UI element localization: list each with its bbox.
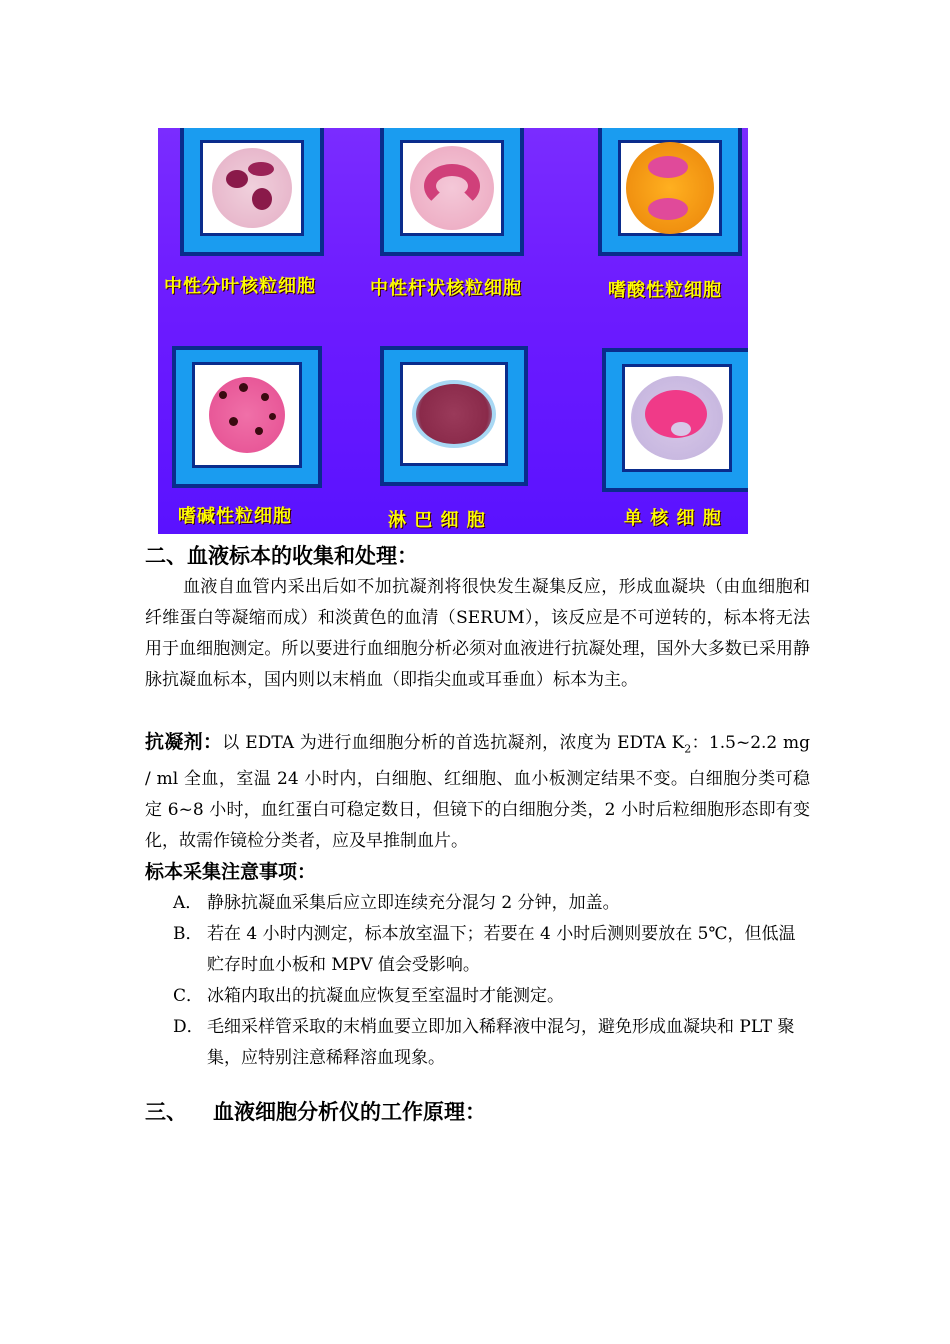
note-text: 静脉抗凝血采集后应立即连续充分混匀 2 分钟，加盖。 bbox=[207, 893, 620, 914]
anticoagulant-text-2: ：1.5~2.2 mg / ml 全血，室温 24 小时内，白细胞、红细胞、血小板测定结果不变。白细胞分类可稳定 6~8 小时，血红蛋白可稳定数日，但镜下的白细胞分类，2 小时后粒细胞形态即有变化，故需作镜检分类者，应及早推制血片。 bbox=[145, 733, 810, 852]
cell-image-neutrophil-segmented bbox=[212, 148, 292, 228]
section-3-heading bbox=[145, 1096, 810, 1128]
section-3-title: 血液细胞分析仪的工作原理： bbox=[213, 1100, 486, 1125]
note-item bbox=[173, 919, 810, 981]
caption-basophil: 嗜碱性粒细胞 bbox=[178, 506, 292, 527]
document-body bbox=[145, 540, 810, 1128]
tile-neutrophil-segmented bbox=[180, 128, 324, 256]
anticoagulant-text-1: 以 EDTA 为进行血细胞分析的首选抗凝剂，浓度为 EDTA K bbox=[222, 733, 685, 753]
caption-neutrophil-segmented: 中性分叶核粒细胞 bbox=[164, 276, 316, 297]
caption-lymphocyte: 淋 巴 细 胞 bbox=[388, 510, 486, 531]
cell-image-eosinophil bbox=[626, 142, 714, 234]
cell-image-neutrophil-band bbox=[410, 146, 494, 230]
caption-eosinophil: 嗜酸性粒细胞 bbox=[608, 280, 722, 301]
section-2-heading: 二、血液标本的收集和处理： bbox=[145, 544, 418, 568]
tile-lymphocyte bbox=[380, 346, 528, 486]
note-text: 若在 4 小时内测定，标本放室温下；若要在 4 小时后测则要放在 5℃，但低温贮存时血小板和 MPV 值会受影响。 bbox=[207, 924, 796, 976]
notes-heading: 标本采集注意事项： bbox=[145, 861, 317, 884]
note-item bbox=[173, 888, 810, 919]
tile-neutrophil-band bbox=[380, 128, 524, 256]
note-item bbox=[173, 1012, 810, 1074]
tile-basophil bbox=[172, 346, 322, 488]
blood-cell-figure bbox=[158, 128, 748, 534]
section-3-number: 三、 bbox=[145, 1100, 187, 1125]
cell-image-lymphocyte bbox=[412, 380, 496, 448]
note-marker: A． bbox=[173, 893, 203, 914]
cell-image-basophil bbox=[209, 377, 285, 453]
note-item bbox=[173, 981, 810, 1012]
anticoagulant-subscript: 2 bbox=[684, 742, 692, 756]
caption-monocyte: 单 核 细 胞 bbox=[624, 508, 722, 529]
note-text: 毛细采样管采取的末梢血要立即加入稀释液中混匀，避免形成血凝块和 PLT 聚集，应特别注意稀释溶血现象。 bbox=[207, 1017, 795, 1069]
notes-list bbox=[145, 888, 810, 1074]
note-marker: B． bbox=[173, 924, 203, 945]
anticoagulant-paragraph bbox=[145, 727, 810, 857]
section-2-paragraph: 血液自血管内采出后如不加抗凝剂将很快发生凝集反应，形成血凝块（由血细胞和纤维蛋白等凝缩而成）和淡黄色的血清（SERUM），该反应是不可逆转的，标本将无法用于血细胞测定。所以要进行血细胞分析必须对血液进行抗凝处理，国外大多数已采用静脉抗凝血标本，国内则以末梢血（即指尖血或耳垂血）标本为主。 bbox=[145, 577, 810, 690]
note-marker: D． bbox=[173, 1017, 204, 1038]
caption-neutrophil-band: 中性杆状核粒细胞 bbox=[370, 278, 522, 299]
tile-eosinophil bbox=[598, 128, 742, 256]
note-marker: C． bbox=[173, 986, 204, 1007]
cell-image-monocyte bbox=[631, 376, 723, 460]
tile-monocyte bbox=[602, 348, 748, 492]
anticoagulant-label: 抗凝剂： bbox=[145, 731, 223, 753]
note-text: 冰箱内取出的抗凝血应恢复至室温时才能测定。 bbox=[207, 986, 564, 1007]
